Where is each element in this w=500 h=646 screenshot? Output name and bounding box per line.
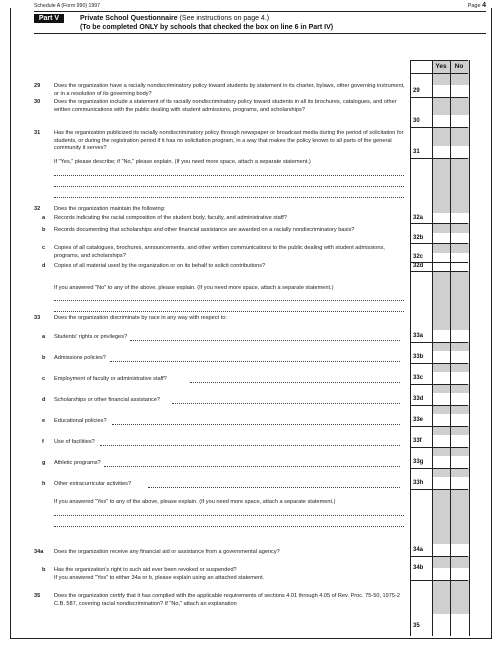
line-ref-31: 31 bbox=[413, 149, 420, 155]
question-number: 30 bbox=[34, 99, 41, 105]
row-rule bbox=[410, 489, 468, 490]
question-34-note bbox=[54, 575, 264, 583]
question-text: Does the organization maintain the following: bbox=[54, 206, 166, 212]
answer-cell[interactable] bbox=[450, 414, 470, 426]
answer-cell[interactable] bbox=[450, 477, 470, 489]
line-ref-33h: 33h bbox=[413, 480, 424, 486]
question-text: Scholarships or other financial assistance? bbox=[54, 397, 161, 403]
answer-cell[interactable] bbox=[432, 614, 451, 636]
leader-dots bbox=[112, 424, 400, 425]
answer-cell[interactable] bbox=[432, 393, 451, 405]
answer-cell[interactable] bbox=[450, 330, 470, 342]
leader-dots bbox=[110, 361, 400, 362]
question-number: 29 bbox=[34, 83, 41, 89]
answer-cell[interactable] bbox=[432, 146, 451, 158]
part-title-text: Private School Questionnaire bbox=[80, 15, 178, 22]
question-text: Employment of faculty or administrative staff? bbox=[54, 376, 167, 382]
question-sub-letter: d bbox=[42, 263, 46, 269]
answer-cell[interactable] bbox=[450, 213, 470, 223]
line-ref-32b: 32b bbox=[413, 235, 424, 241]
line-ref-32a: 32a bbox=[413, 215, 424, 221]
row-rule bbox=[410, 243, 468, 244]
leader-dots bbox=[100, 445, 400, 446]
question-text: Does the organization certify that it has complied with the applicable requirements of sections 4.01 through 4.05 of Rev. Proc. 75-50, 1975-2 C.B. 587, covering racial nondiscrimination? If "No," attach an explanation bbox=[54, 593, 400, 607]
row-rule bbox=[410, 223, 468, 224]
answer-cell[interactable] bbox=[450, 393, 470, 405]
question-text: Admissions policies? bbox=[54, 355, 106, 361]
line-ref-35: 35 bbox=[413, 623, 420, 629]
question-text: Copies of all catalogues, brochures, announcements, and other written communications to the public dealing with student admissions, programs, and scholarships? bbox=[54, 245, 385, 259]
row-rule bbox=[410, 426, 468, 427]
question-text: Does the organization have a racially nondiscriminatory policy toward students by statement in its charter, bylaws, other governing instrument, or in a resolution of its governing body? bbox=[54, 83, 405, 97]
question-text: Copies of all material used by the organization or on its behalf to solicit contributions? bbox=[54, 263, 266, 269]
row-rule bbox=[410, 447, 468, 448]
question-sub-letter: a bbox=[42, 334, 46, 340]
line-ref-29: 29 bbox=[413, 88, 420, 94]
question-31-note bbox=[54, 159, 311, 167]
answer-line[interactable] bbox=[54, 300, 404, 301]
answer-line[interactable] bbox=[54, 515, 404, 516]
line-ref-32d: 32d bbox=[413, 263, 424, 269]
row-rule bbox=[410, 468, 468, 469]
part-divider bbox=[34, 33, 486, 34]
question-text: Has the organization's right to such aid ever been revoked or suspended? bbox=[54, 567, 237, 573]
question-sub-letter: e bbox=[42, 418, 46, 424]
line-ref-34b: 34b bbox=[413, 565, 424, 571]
line-ref-33b: 33b bbox=[413, 354, 424, 360]
question-text: Athletic programs? bbox=[54, 460, 101, 466]
question-sub-letter: f bbox=[42, 439, 44, 445]
yes-column-header: Yes bbox=[435, 63, 447, 70]
question-sub-letter: b bbox=[42, 227, 46, 233]
line-ref-30: 30 bbox=[413, 118, 420, 124]
row-rule bbox=[410, 271, 468, 272]
question-text: Has the organization publicized its racially nondiscriminatory policy through newspaper or broadcast media during the period of solicitation for students, or during the registration period if it has no solicitation program, in a way that makes the policy known to all parts of the general community it serves? bbox=[54, 130, 404, 152]
question-32-note bbox=[54, 285, 333, 293]
question-sub-letter: d bbox=[42, 397, 46, 403]
answer-cell[interactable] bbox=[450, 233, 470, 243]
question-text: Educational policies? bbox=[54, 418, 107, 424]
row-rule bbox=[410, 127, 468, 128]
row-rule bbox=[410, 158, 468, 159]
note-text: If you answered "Yes" to any of the above, please explain. (If you need more space, attach a separate statement.) bbox=[54, 499, 336, 505]
row-rule bbox=[410, 342, 468, 343]
row-rule bbox=[410, 556, 468, 557]
question-number: 34a bbox=[34, 549, 44, 555]
answer-line[interactable] bbox=[54, 197, 404, 198]
answer-cell[interactable] bbox=[450, 253, 470, 262]
leader-dots bbox=[172, 403, 400, 404]
row-rule bbox=[410, 405, 468, 406]
answer-cell[interactable] bbox=[432, 568, 451, 580]
part-label: Part V bbox=[34, 14, 64, 23]
answer-line[interactable] bbox=[54, 526, 404, 527]
page-indicator bbox=[468, 2, 486, 9]
answer-cell[interactable] bbox=[432, 477, 451, 489]
answer-cell[interactable] bbox=[450, 85, 470, 97]
question-sub-letter: g bbox=[42, 460, 46, 466]
answer-line[interactable] bbox=[54, 186, 404, 187]
question-text: Other extracurricular activities? bbox=[54, 481, 132, 487]
question-sub-letter: c bbox=[42, 245, 46, 251]
row-rule bbox=[410, 262, 468, 263]
answer-cell[interactable] bbox=[432, 262, 451, 271]
line-ref-33f: 33f bbox=[413, 438, 422, 444]
answer-line[interactable] bbox=[54, 311, 404, 312]
answer-cell[interactable] bbox=[450, 351, 470, 363]
answer-cell[interactable] bbox=[450, 614, 470, 636]
answer-cell[interactable] bbox=[432, 435, 451, 447]
question-text: Does the organization receive any financial aid or assistance from a governmental agency? bbox=[54, 549, 280, 555]
answer-cell[interactable] bbox=[432, 330, 451, 342]
answer-cell[interactable] bbox=[432, 115, 451, 127]
leader-dots bbox=[130, 340, 400, 341]
note-text: If you answered "No" to any of the above, please explain. (If you need more space, attach a separate statement.) bbox=[54, 285, 334, 291]
question-text: Records indicating the racial composition of the student body, faculty, and administrative staff? bbox=[54, 215, 287, 221]
answer-cell[interactable] bbox=[432, 85, 451, 97]
line-ref-33d: 33d bbox=[413, 396, 424, 402]
answer-cell[interactable] bbox=[432, 233, 451, 243]
question-text: Records documenting that scholarships and other financial assistance are awarded on a racially nondiscriminatory basis? bbox=[54, 227, 355, 233]
page-label: Page bbox=[467, 3, 481, 9]
question-text: Does the organization discriminate by race in any way with respect to: bbox=[54, 315, 227, 321]
question-text: Use of facilities? bbox=[54, 439, 95, 445]
answer-line[interactable] bbox=[54, 175, 404, 176]
part-title-note: (See instructions on page 4.) bbox=[179, 15, 270, 22]
leader-dots bbox=[104, 466, 400, 467]
question-33-note bbox=[54, 499, 335, 507]
line-ref-33c: 33c bbox=[413, 375, 424, 381]
line-ref-32c: 32c bbox=[413, 254, 424, 260]
question-sub-letter: c bbox=[42, 376, 46, 382]
note-text: If you answered "Yes" to either 34a or b, please explain using an attached statement. bbox=[54, 575, 265, 581]
part-subtitle: (To be completed ONLY by schools that checked the box on line 6 in Part IV) bbox=[80, 24, 334, 31]
line-ref-34a: 34a bbox=[413, 547, 424, 553]
answer-cell[interactable] bbox=[450, 146, 470, 158]
answer-cell[interactable] bbox=[432, 213, 451, 223]
question-sub-letter: a bbox=[42, 215, 46, 221]
answer-cell[interactable] bbox=[450, 456, 470, 468]
answer-cell[interactable] bbox=[432, 544, 451, 556]
line-ref-33a: 33a bbox=[413, 333, 424, 339]
line-ref-33g: 33g bbox=[413, 459, 424, 465]
line-ref-33e: 33e bbox=[413, 417, 424, 423]
question-sub-letter: b bbox=[42, 567, 46, 573]
leader-dots bbox=[148, 487, 400, 488]
no-column-header: No bbox=[454, 63, 464, 70]
answer-cell[interactable] bbox=[432, 253, 451, 262]
answer-cell[interactable] bbox=[432, 372, 451, 384]
answer-cell[interactable] bbox=[450, 435, 470, 447]
row-rule bbox=[410, 97, 468, 98]
form-header bbox=[34, 3, 486, 12]
question-text: Does the organization include a statement of its racially nondiscriminatory policy toward students in all its brochures, catalogues, and other written communications with the public dealing with student admissions, programs, and scholarships? bbox=[54, 99, 397, 113]
question-number: 35 bbox=[34, 593, 41, 599]
leader-dots bbox=[190, 382, 400, 383]
note-text: If "Yes," please describe; if "No," please explain. (If you need more space, attach a separate statement.) bbox=[54, 159, 311, 165]
question-number: 33 bbox=[34, 315, 41, 321]
question-text: Students' rights or privileges? bbox=[54, 334, 128, 340]
answer-cell[interactable] bbox=[432, 351, 451, 363]
question-number: 32 bbox=[34, 206, 41, 212]
row-rule bbox=[410, 580, 468, 581]
row-rule bbox=[410, 363, 468, 364]
answer-cell[interactable] bbox=[432, 414, 451, 426]
part-title bbox=[80, 14, 269, 23]
form-identifier: Schedule A (Form 990) 1997 bbox=[34, 3, 101, 9]
answer-cell[interactable] bbox=[450, 544, 470, 556]
answer-cell[interactable] bbox=[450, 262, 470, 271]
question-sub-letter: h bbox=[42, 481, 46, 487]
answer-cell[interactable] bbox=[450, 372, 470, 384]
answer-cell[interactable] bbox=[450, 568, 470, 580]
row-rule bbox=[410, 384, 468, 385]
answer-cell[interactable] bbox=[450, 115, 470, 127]
column-head-bottom bbox=[410, 73, 468, 74]
page-number: 4 bbox=[482, 2, 486, 9]
question-sub-letter: b bbox=[42, 355, 46, 361]
question-number: 31 bbox=[34, 130, 41, 136]
answer-cell[interactable] bbox=[432, 456, 451, 468]
column-head-top bbox=[410, 60, 468, 61]
